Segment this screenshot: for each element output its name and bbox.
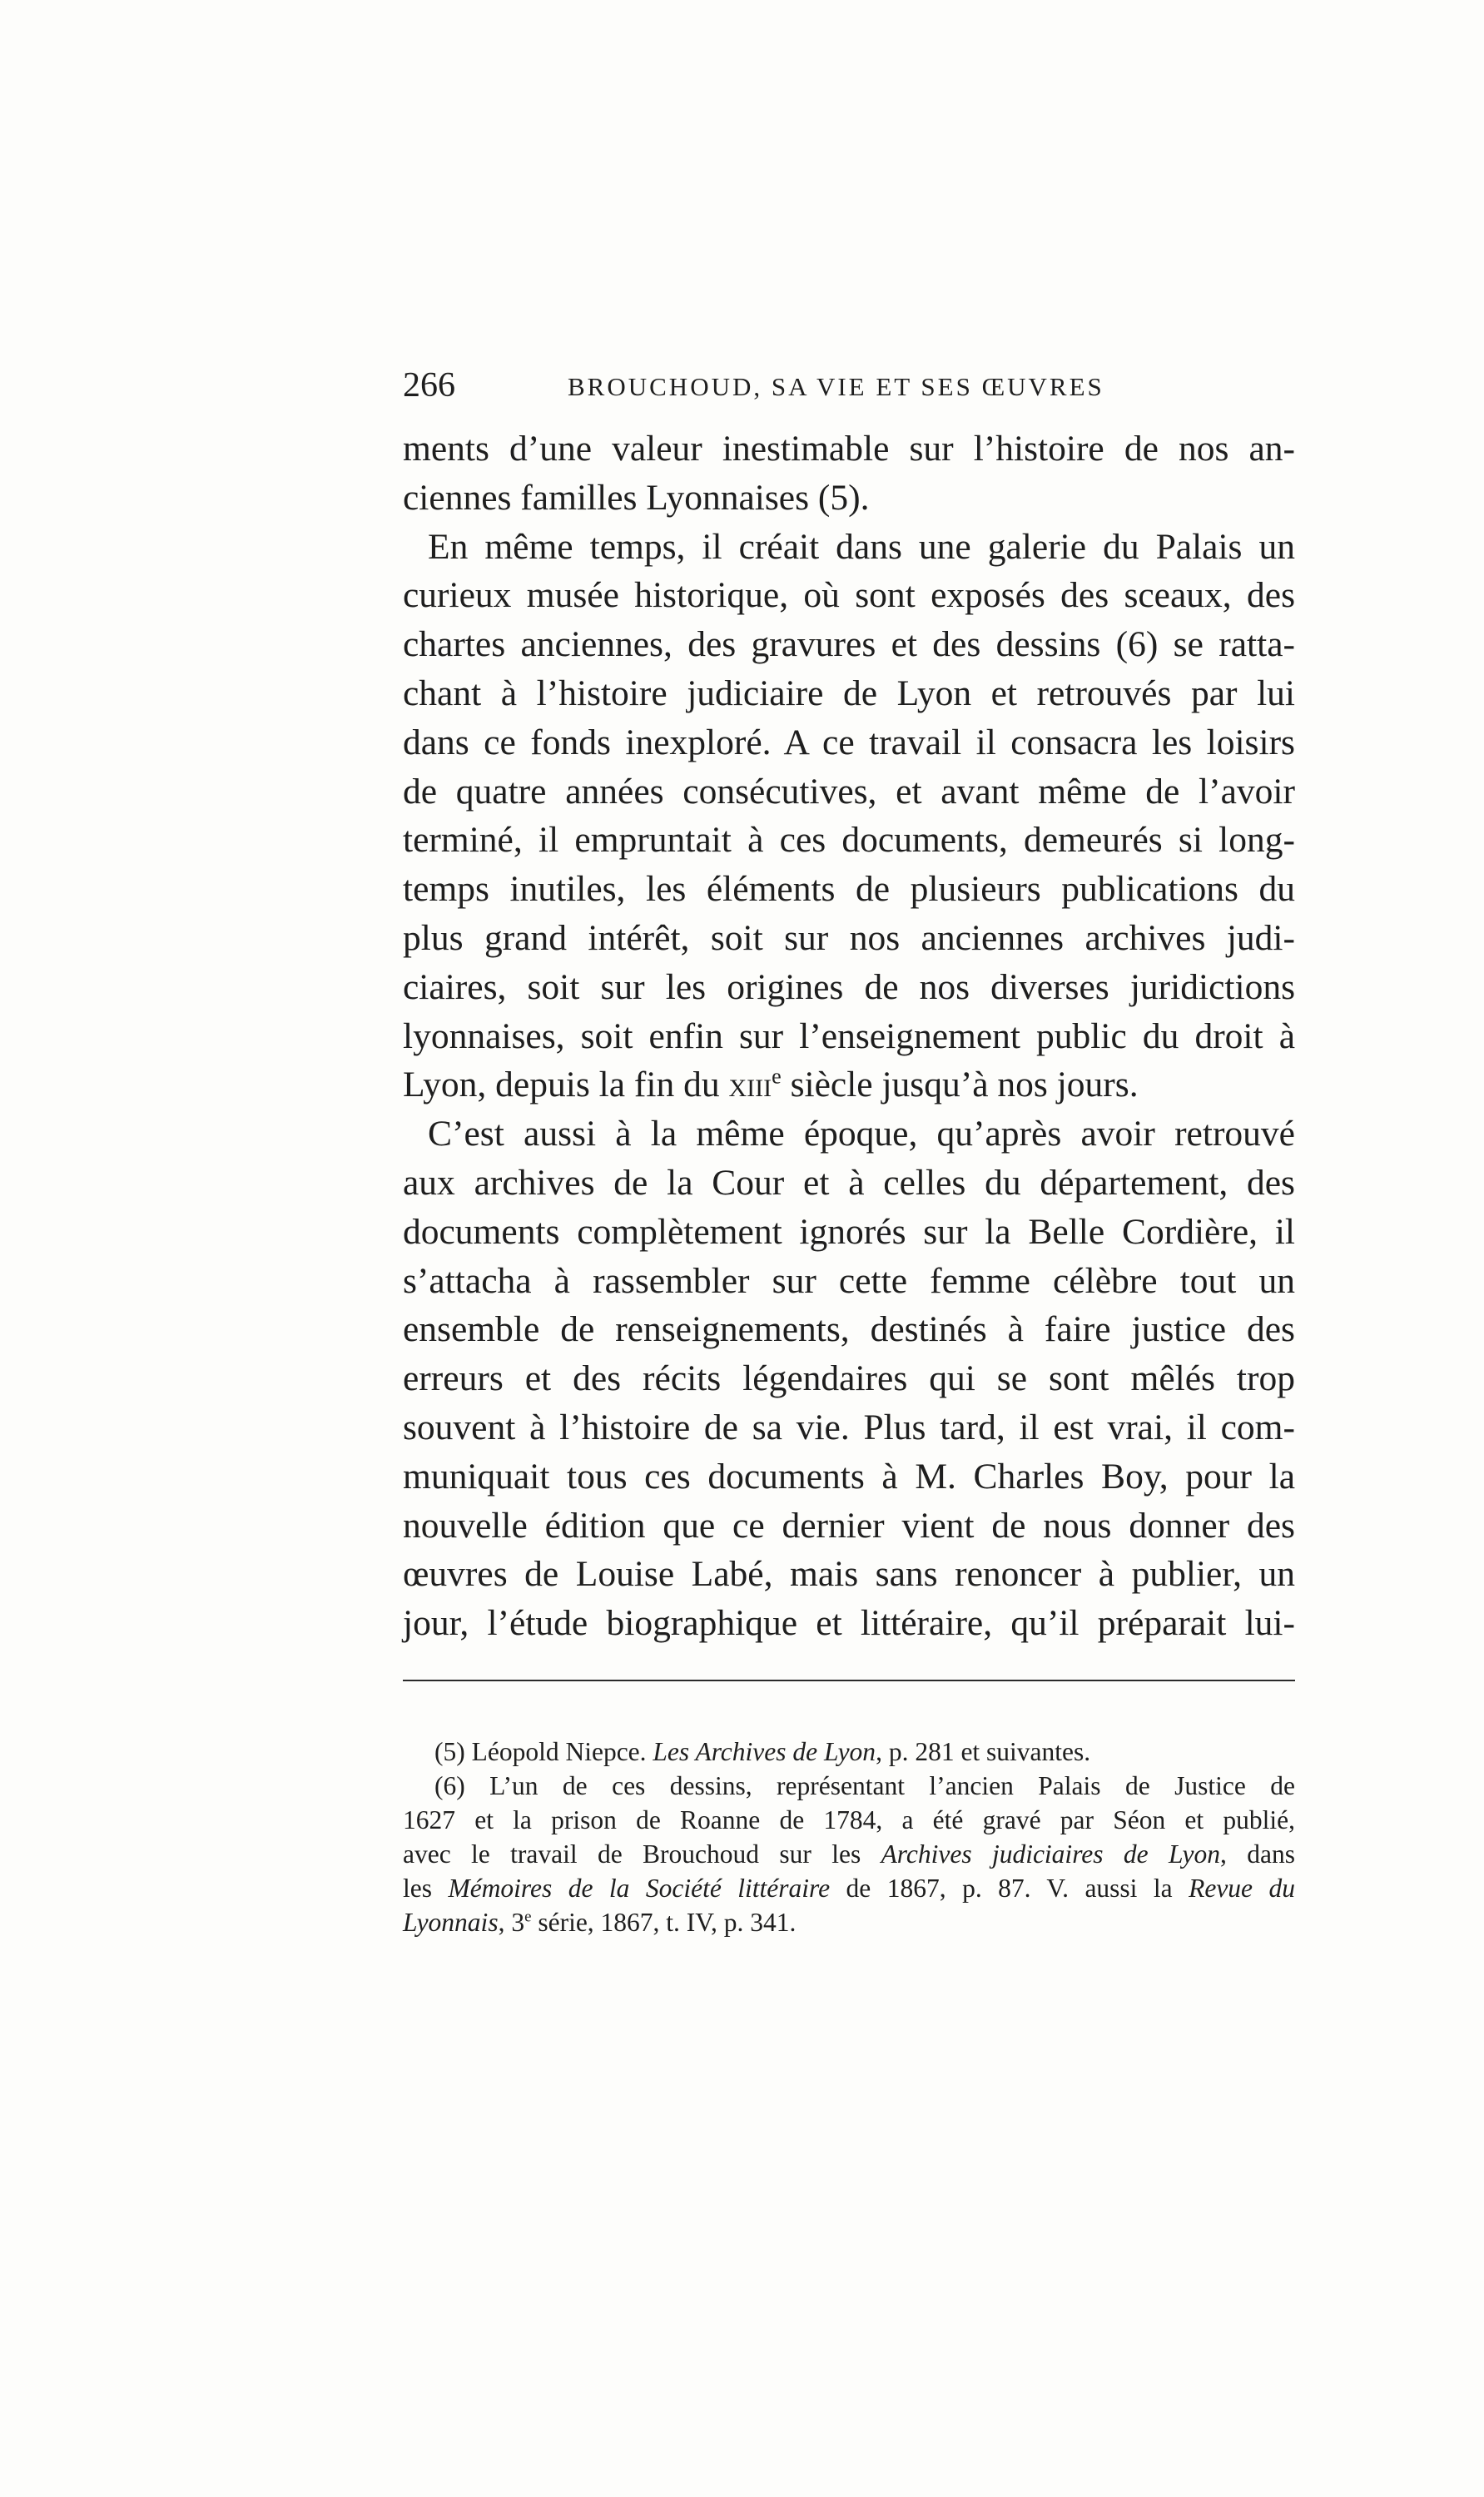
text-line: dans ce fonds inexploré. A ce travail il consacra les loisirs	[403, 722, 1295, 762]
text-line: s’attacha à rassembler sur cette femme célèbre tout un	[403, 1260, 1295, 1301]
footnote-title: Revue du	[1189, 1874, 1295, 1903]
text-line: muniquait tous ces documents à M. Charles Boy, pour la	[403, 1456, 1295, 1497]
footnote-text: , dans	[1220, 1839, 1295, 1869]
text-line: aux archives de la Cour et à celles du département, des	[403, 1162, 1295, 1203]
running-title: BROUCHOUD, SA VIE ET SES ŒUVRES	[568, 372, 1104, 401]
text-line: ments d’une valeur inestimable sur l’histoire de nos an-	[403, 429, 1295, 469]
text-line: ciaires, soit sur les origines de nos diverses juridictions	[403, 966, 1295, 1007]
footnote-6-line: (6) L’un de ces dessins, représentant l’ancien Palais de Justice de	[434, 1771, 1295, 1800]
text-line: C’est aussi à la même époque, qu’après avoir retrouvé	[428, 1114, 1295, 1154]
text-line: nouvelle édition que ce dernier vient de nous donner des	[403, 1505, 1295, 1546]
text-line: curieux musée historique, où sont exposés des sceaux, des	[403, 575, 1295, 616]
text-line: erreurs et des récits légendaires qui se sont mêlés trop	[403, 1358, 1295, 1399]
text-line: ensemble de renseignements, destinés à faire justice des	[403, 1309, 1295, 1350]
footnote-marker: (5)	[434, 1737, 465, 1766]
footnotes	[403, 1735, 1295, 1939]
text-line: documents complètement ignorés sur la Belle Cordière, il	[403, 1211, 1295, 1252]
text-line: temps inutiles, les éléments de plusieurs publications du	[403, 869, 1295, 910]
text-line: jour, l’étude biographique et littéraire, qu’il préparait lui-	[403, 1603, 1295, 1644]
footnote-text: , p. 281 et suivantes.	[876, 1737, 1091, 1766]
text-line: terminé, il empruntait à ces documents, demeurés si long-	[403, 820, 1295, 861]
text-line: chant à l’histoire judiciaire de Lyon et retrouvés par lui	[403, 673, 1295, 713]
text-line: ciennes familles Lyonnaises (5).	[403, 477, 870, 518]
page-header	[403, 365, 1295, 406]
footnote-6-line	[403, 1837, 1295, 1871]
text-line: Lyon, depuis la fin du	[403, 1065, 729, 1105]
text-line: plus grand intérêt, soit sur nos anciennes archives judi-	[403, 917, 1295, 958]
footnote-6-line	[403, 1871, 1295, 1905]
text-line: lyonnaises, soit enfin sur l’enseignement public du droit à	[403, 1015, 1295, 1056]
footnote-text: les	[403, 1874, 449, 1903]
footnote-title: Lyonnais	[403, 1908, 499, 1937]
footnote-author: Léopold Niepce.	[464, 1737, 653, 1766]
footnote-title: Mémoires de la Société littéraire	[448, 1874, 831, 1903]
footnote-6-line	[403, 1905, 1295, 1939]
footnote-title: Archives judiciaires de Lyon	[881, 1839, 1221, 1869]
century-sup: e	[772, 1064, 782, 1089]
footnote-title: Les Archives de Lyon	[653, 1737, 876, 1766]
footnote-separator	[403, 1680, 1295, 1681]
text-line: chartes anciennes, des gravures et des dessins (6) se ratta-	[403, 624, 1295, 665]
text-line: En même temps, il créait dans une galerie du Palais un	[428, 526, 1295, 567]
text-line: souvent à l’histoire de sa vie. Plus tard, il est vrai, il com-	[403, 1407, 1295, 1447]
footnote-text: de 1867, p. 87. V. aussi la	[830, 1874, 1189, 1903]
text-line-century	[403, 1060, 1295, 1110]
footnote-sup: e	[524, 1908, 532, 1926]
century-roman: xiii	[728, 1065, 772, 1105]
body-text	[403, 424, 1295, 1648]
footnote-text: série, 1867, t. IV, p. 341.	[531, 1908, 797, 1937]
footnote-5	[403, 1735, 1295, 1769]
footnote-text: , 3	[498, 1908, 525, 1937]
text-line-tail: siècle jusqu’à nos jours.	[781, 1065, 1139, 1105]
page-number: 266	[403, 366, 455, 405]
footnote-text: avec le travail de Brouchoud sur les	[403, 1839, 881, 1869]
text-line: de quatre années consécutives, et avant même de l’avoir	[403, 771, 1295, 812]
footnote-6-line: 1627 et la prison de Roanne de 1784, a été gravé par Séon et publié,	[403, 1805, 1295, 1834]
text-line: œuvres de Louise Labé, mais sans renoncer à publier, un	[403, 1554, 1295, 1595]
